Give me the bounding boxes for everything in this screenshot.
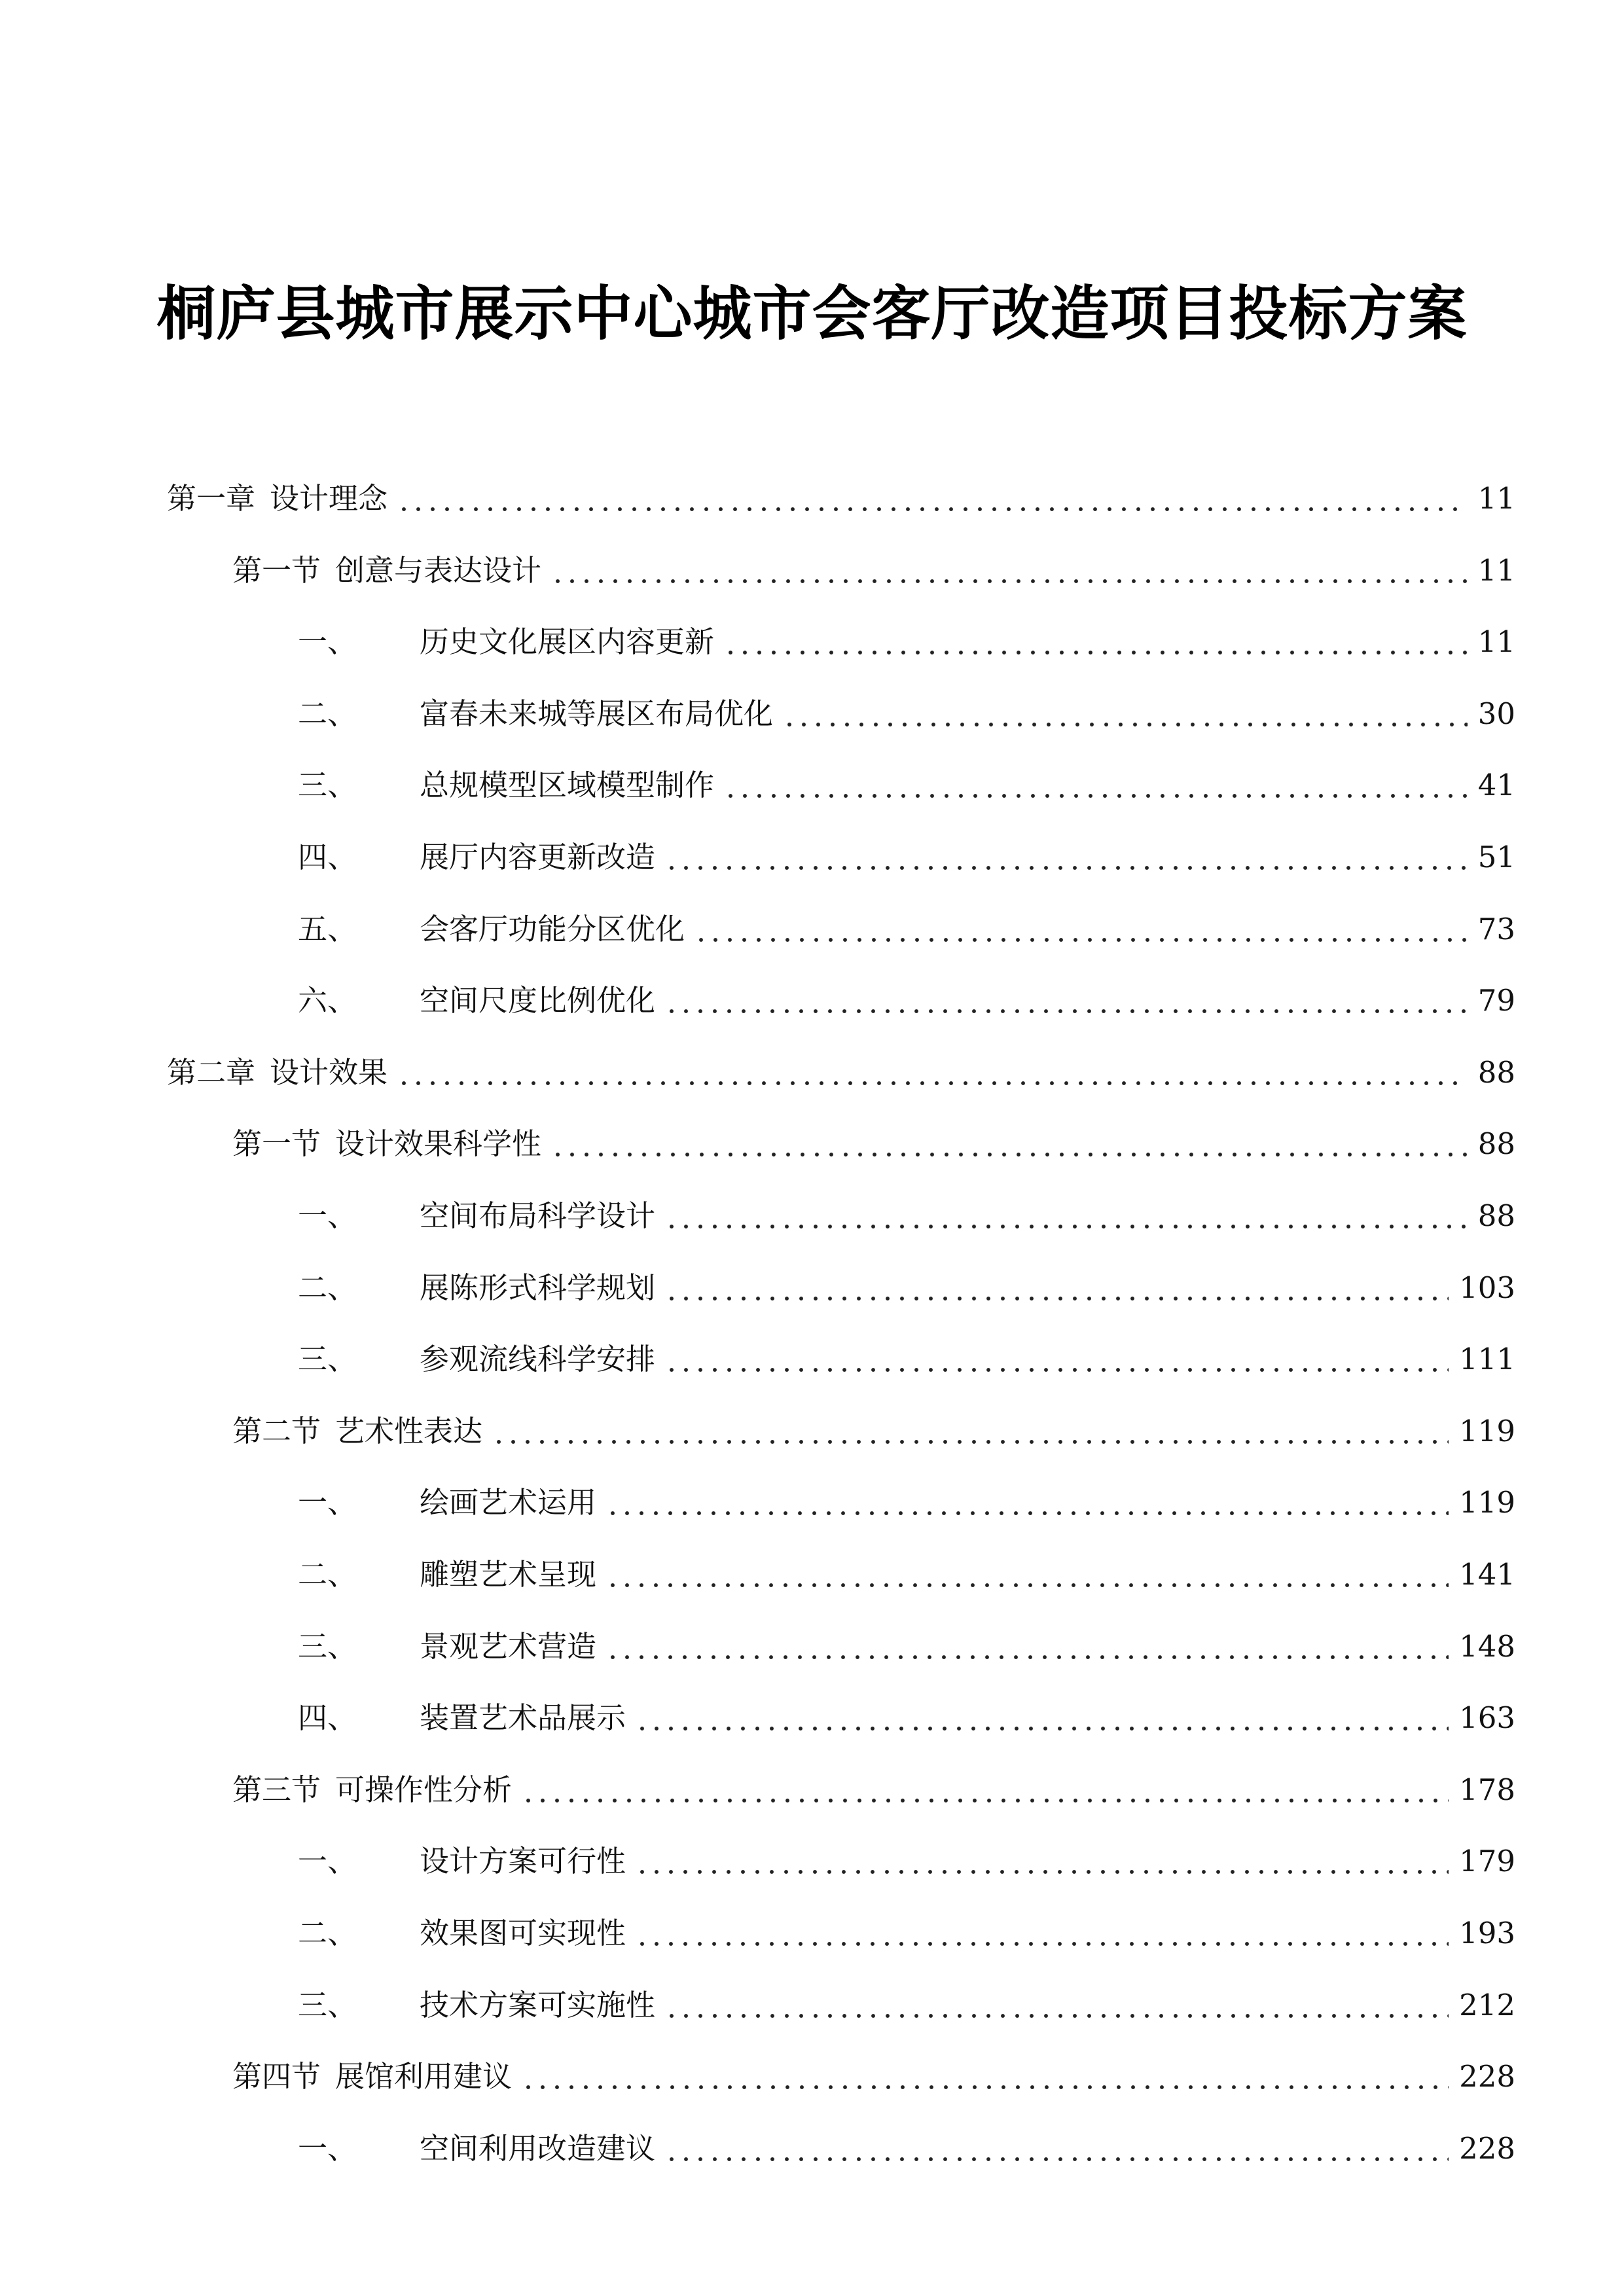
toc-entry[interactable]: [298, 1695, 1515, 1741]
toc-page-number: 141: [1459, 1557, 1515, 1592]
toc-entry[interactable]: [232, 1121, 1515, 1167]
toc-page-number: 11: [1477, 552, 1515, 588]
toc-leader-dots: [664, 2126, 1449, 2162]
toc-entry[interactable]: [298, 978, 1515, 1024]
toc-entry-label: 三、: [298, 768, 357, 803]
toc-page-number: 178: [1459, 1772, 1515, 1807]
toc-entry-label: 一、: [298, 1485, 357, 1520]
toc-entry-label: 二、: [298, 1557, 357, 1592]
toc-entry-label: 四、: [298, 840, 357, 874]
toc-entry-title: 可操作性分析: [335, 1772, 513, 1807]
toc-entry-text: [232, 1408, 492, 1454]
toc-leader-dots: [397, 476, 1468, 512]
toc-page-number: 111: [1459, 1342, 1515, 1377]
toc-entry[interactable]: [298, 1336, 1515, 1382]
toc-entry-text: [298, 1982, 664, 2028]
toc-entry-label: 一、: [298, 2130, 357, 2166]
toc-page-number: 212: [1459, 1987, 1515, 2022]
toc-entry-label: 五、: [298, 911, 357, 946]
toc-entry-text: [232, 1767, 521, 1813]
toc-entry-text: [232, 2054, 521, 2100]
toc-page-number: 41: [1477, 768, 1515, 803]
toc-entry-text: [298, 1695, 635, 1741]
toc-entry-title: 设计方案可行性: [420, 1844, 626, 1879]
toc-leader-dots: [723, 619, 1468, 656]
toc-page-number: 103: [1459, 1270, 1515, 1305]
toc-page-number: 11: [1477, 624, 1515, 660]
toc-leader-dots: [664, 1336, 1449, 1373]
toc-entry-title: 富春未来城等展区布局优化: [420, 696, 774, 731]
toc-leader-dots: [664, 978, 1468, 1014]
toc-entry-title: 效果图可实现性: [420, 1916, 626, 1950]
toc-entry-title: 装置艺术品展示: [420, 1700, 626, 1736]
toc-page-number: 193: [1459, 1916, 1515, 1950]
toc-entry[interactable]: [298, 619, 1515, 665]
toc-leader-dots: [605, 1624, 1449, 1660]
toc-entry[interactable]: [232, 1767, 1515, 1813]
toc-entry-text: [298, 1480, 605, 1526]
toc-entry[interactable]: [298, 906, 1515, 952]
toc-entry-label: 二、: [298, 1916, 357, 1950]
toc-entry[interactable]: [298, 1265, 1515, 1311]
toc-entry[interactable]: [298, 1552, 1515, 1598]
toc-entry-title: 绘画艺术运用: [420, 1485, 597, 1520]
toc-entry[interactable]: [298, 1839, 1515, 1884]
toc-entry-label: 三、: [298, 1628, 357, 1664]
toc-entry-text: [298, 762, 723, 808]
toc-entry-label: 第一节: [232, 552, 321, 588]
toc-entry[interactable]: [298, 762, 1515, 808]
toc-entry[interactable]: [232, 2054, 1515, 2100]
toc-entry-title: 空间布局科学设计: [420, 1198, 656, 1233]
toc-entry[interactable]: [298, 2126, 1515, 2172]
toc-entry-text: [298, 1265, 664, 1311]
toc-page-number: 88: [1477, 1126, 1515, 1162]
toc-entry-title: 历史文化展区内容更新: [420, 624, 715, 660]
toc-entry-label: 第四节: [232, 2059, 321, 2094]
toc-leader-dots: [550, 548, 1468, 584]
toc-leader-dots: [550, 1121, 1468, 1158]
toc-leader-dots: [635, 1910, 1449, 1947]
toc-entry-label: 三、: [298, 1987, 357, 2022]
toc-entry-text: [167, 476, 397, 522]
toc-leader-dots: [782, 691, 1468, 728]
toc-entry-text: [298, 1552, 605, 1598]
toc-entry-label: 四、: [298, 1700, 357, 1736]
toc-entry-title: 景观艺术营造: [420, 1628, 597, 1664]
toc-entry-title: 展厅内容更新改造: [420, 840, 656, 874]
toc-entry-title: 参观流线科学安排: [420, 1342, 656, 1377]
toc-leader-dots: [664, 834, 1468, 871]
toc-page-number: 228: [1459, 2130, 1515, 2166]
toc-entry-text: [167, 1050, 397, 1096]
toc-entry-title: 空间尺度比例优化: [420, 983, 656, 1018]
toc-page-number: 179: [1459, 1844, 1515, 1879]
toc-entry-label: 第一节: [232, 1126, 321, 1162]
toc-entry-text: [298, 1193, 664, 1239]
toc-entry-text: [298, 1624, 605, 1670]
toc-leader-dots: [723, 762, 1468, 799]
toc-entry[interactable]: [298, 1480, 1515, 1526]
toc-entry[interactable]: [298, 1624, 1515, 1670]
toc-entry-text: [298, 978, 664, 1024]
toc-entry-title: 空间利用改造建议: [420, 2130, 656, 2166]
toc-entry-label: 二、: [298, 696, 357, 731]
toc-leader-dots: [694, 906, 1468, 943]
toc-entry-text: [298, 619, 723, 665]
toc-entry-title: 技术方案可实施性: [420, 1987, 656, 2022]
toc-page-number: 11: [1477, 481, 1515, 516]
toc-page-number: 79: [1477, 983, 1515, 1018]
toc-entry-title: 创意与表达设计: [335, 552, 542, 588]
toc-leader-dots: [521, 1767, 1449, 1804]
toc-entry-label: 第三节: [232, 1772, 321, 1807]
toc-entry-text: [232, 548, 550, 594]
toc-entry[interactable]: [298, 834, 1515, 880]
toc-entry-title: 设计效果科学性: [335, 1126, 542, 1162]
toc-entry-label: 六、: [298, 983, 357, 1018]
toc-page-number: 73: [1477, 911, 1515, 946]
toc-entry-label: 一、: [298, 1844, 357, 1879]
toc-entry-text: [298, 691, 782, 737]
toc-entry-text: [298, 834, 664, 880]
toc-leader-dots: [664, 1193, 1468, 1230]
toc-entry[interactable]: [232, 548, 1515, 594]
document-title: 桐庐县城市展示中心城市会客厅改造项目投标方案: [156, 279, 1468, 349]
toc-entry-label: 一、: [298, 624, 357, 660]
toc-entry[interactable]: [298, 1910, 1515, 1956]
toc-leader-dots: [664, 1265, 1449, 1302]
toc-page-number: 30: [1477, 696, 1515, 731]
toc-entry-text: [298, 2126, 664, 2172]
toc-page-number: 88: [1477, 1054, 1515, 1090]
toc-page-number: 119: [1459, 1485, 1515, 1520]
toc-entry-title: 雕塑艺术呈现: [420, 1557, 597, 1592]
toc-entry[interactable]: [167, 476, 1515, 522]
toc-entry-text: [232, 1121, 550, 1167]
toc-entry-label: 第二章: [167, 1054, 256, 1090]
toc-leader-dots: [521, 2054, 1449, 2090]
toc-entry-label: 二、: [298, 1270, 357, 1305]
toc-entry-title: 设计理念: [270, 481, 388, 516]
toc-entry[interactable]: [232, 1408, 1515, 1454]
toc-page-number: 163: [1459, 1700, 1515, 1736]
toc-entry[interactable]: [298, 691, 1515, 737]
toc-entry-title: 会客厅功能分区优化: [420, 911, 685, 946]
toc-leader-dots: [492, 1408, 1449, 1445]
toc-entry-title: 总规模型区域模型制作: [420, 768, 715, 803]
toc-entry-title: 设计效果: [270, 1054, 388, 1090]
toc-entry-text: [298, 1839, 635, 1884]
toc-entry-title: 艺术性表达: [335, 1413, 483, 1448]
toc-page-number: 119: [1459, 1413, 1515, 1448]
toc-entry-title: 展馆利用建议: [335, 2059, 513, 2094]
toc-entry[interactable]: [298, 1982, 1515, 2028]
toc-leader-dots: [605, 1552, 1449, 1588]
toc-entry-text: [298, 1910, 635, 1956]
toc-page-number: 88: [1477, 1198, 1515, 1233]
toc-entry-label: 三、: [298, 1342, 357, 1377]
toc-entry-label: 第二节: [232, 1413, 321, 1448]
toc-leader-dots: [664, 1982, 1449, 2019]
toc-page-number: 148: [1459, 1628, 1515, 1664]
toc-entry[interactable]: [298, 1193, 1515, 1239]
toc-entry-text: [298, 906, 694, 952]
toc-page-number: 51: [1477, 840, 1515, 874]
toc-entry-text: [298, 1336, 664, 1382]
toc-leader-dots: [605, 1480, 1449, 1516]
toc-entry-title: 展陈形式科学规划: [420, 1270, 656, 1305]
toc-entry[interactable]: [167, 1050, 1515, 1096]
toc-entry-label: 第一章: [167, 481, 256, 516]
toc-leader-dots: [397, 1050, 1468, 1086]
toc-page-number: 228: [1459, 2059, 1515, 2094]
toc-entry-label: 一、: [298, 1198, 357, 1233]
toc-leader-dots: [635, 1839, 1449, 1875]
toc-leader-dots: [635, 1695, 1449, 1732]
